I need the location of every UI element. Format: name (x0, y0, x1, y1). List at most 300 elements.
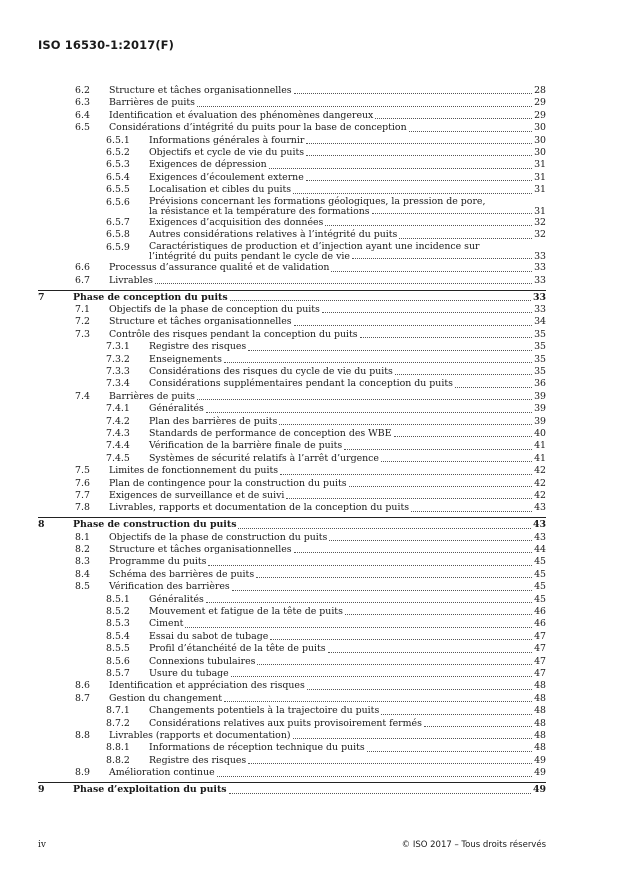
toc-entry-number: 6.7 (75, 274, 90, 286)
toc-entry-number: 8.5.1 (106, 593, 130, 605)
toc-leader-dots (306, 172, 532, 181)
toc-entry-text (109, 693, 546, 705)
toc-entry-number: 8.8.1 (106, 742, 130, 754)
toc-leader-dots (395, 366, 532, 375)
toc-entry-label: Livrables (rapports et documentation) (109, 729, 291, 741)
toc-entry-text (109, 490, 546, 502)
document-header-id: ISO 16530-1:2017(F) (38, 38, 174, 52)
toc-entry-page: 31 (534, 184, 546, 196)
toc-leader-dots (248, 341, 532, 350)
toc-entry-text (149, 341, 546, 353)
chapter-divider (38, 290, 546, 291)
toc-leader-dots (306, 135, 532, 144)
toc-entry-page: 33 (534, 262, 546, 274)
toc-entry-label: Phase de construction du puits (73, 519, 237, 531)
toc-entry-page: 29 (534, 109, 546, 121)
toc-leader-dots (185, 618, 532, 627)
toc-entry-number: 7.8 (75, 502, 90, 514)
toc-entry-number: 8.6 (75, 680, 90, 692)
toc-entry-number: 7.7 (75, 489, 90, 501)
toc-entry-page: 45 (534, 581, 546, 593)
toc-leader-dots (345, 606, 532, 615)
toc-entry-label: Processus d’assurance qualité et de validation (109, 262, 330, 274)
toc-entry-text (149, 656, 546, 668)
toc-entry[interactable] (38, 569, 546, 581)
toc-entry[interactable] (38, 147, 546, 159)
footer-copyright: © ISO 2017 – Tous droits réservés (401, 840, 546, 850)
toc-entry-page: 47 (534, 667, 546, 679)
toc-entry-page: 36 (534, 378, 546, 390)
toc-entry-text (149, 147, 546, 159)
toc-entry-label: Objectifs et cycle de vie du puits (149, 146, 305, 158)
toc-leader-dots (238, 519, 530, 528)
toc-entry-label: Systèmes de sécurité relatifs à l’arrêt d’urgence (149, 452, 379, 464)
toc-leader-dots (294, 316, 532, 325)
toc-entry-label: Livrables, rapports et documentation de la conception du puits (109, 502, 410, 514)
toc-entry[interactable] (38, 680, 546, 692)
toc-leader-dots (394, 428, 533, 437)
toc-entry-number: 7.2 (75, 316, 90, 328)
toc-leader-dots (360, 329, 532, 338)
toc-entry[interactable] (38, 755, 546, 767)
toc-entry-number: 8.7.1 (106, 705, 130, 717)
toc-entry-page: 48 (534, 717, 546, 729)
toc-entry[interactable] (38, 606, 546, 618)
toc-entry[interactable] (38, 556, 546, 568)
toc-entry[interactable] (38, 428, 546, 440)
toc-entry-number: 6.5 (75, 122, 90, 134)
toc-entry-label: Informations de réception technique du puits (149, 742, 365, 754)
toc-entry-page: 34 (534, 316, 546, 328)
toc-entry-label: l’intégrité du puits pendant le cycle de vie (149, 250, 350, 262)
toc-entry-text (109, 85, 546, 97)
toc-entry-page: 29 (534, 97, 546, 109)
toc-entry-text (149, 718, 546, 730)
toc-entry-label: Gestion du changement (109, 692, 223, 704)
toc-entry-page: 41 (534, 440, 546, 452)
toc-entry-number: 9 (38, 784, 45, 796)
toc-leader-dots (399, 229, 532, 238)
toc-entry[interactable] (38, 453, 546, 465)
toc-leader-dots (328, 643, 532, 652)
toc-entry[interactable] (38, 378, 546, 390)
toc-entry[interactable] (38, 403, 546, 415)
toc-entry-label: Localisation et cibles du puits (149, 184, 292, 196)
toc-entry[interactable] (38, 122, 546, 134)
toc-leader-dots (381, 705, 532, 714)
toc-entry-label: Plan des barrières de puits (149, 415, 278, 427)
toc-entry-label: Livrables (109, 274, 153, 286)
toc-entry-text (109, 502, 546, 514)
toc-entry-page: 47 (534, 630, 546, 642)
toc-entry-number: 8.5.2 (106, 606, 130, 618)
toc-entry[interactable] (38, 767, 546, 779)
toc-entry-text (109, 569, 546, 581)
toc-entry-number: 6.5.7 (106, 217, 130, 229)
toc-entry-number: 8.7 (75, 692, 90, 704)
toc-leader-dots (294, 85, 532, 94)
toc-leader-dots (231, 668, 532, 677)
toc-entry[interactable] (38, 110, 546, 122)
toc-entry-label: Objectifs de la phase de construction du puits (109, 531, 328, 543)
toc-leader-dots (294, 544, 532, 553)
toc-entry-text (149, 631, 546, 643)
toc-entry-number: 8.5.5 (106, 643, 130, 655)
toc-entry-label: Prévisions concernant les formations géologiques, la pression de pore, (149, 195, 486, 207)
toc-entry[interactable] (38, 97, 546, 109)
toc-entry-label: Profil d’étanchéité de la tête de puits (149, 643, 326, 655)
toc-entry-text (73, 292, 546, 304)
toc-entry-number: 8.5.4 (106, 630, 130, 642)
toc-entry-number: 8.1 (75, 531, 90, 543)
toc-entry[interactable] (38, 502, 546, 514)
toc-leader-dots (349, 478, 532, 487)
toc-entry-text (149, 453, 546, 465)
toc-entry-number: 6.5.6 (106, 196, 130, 208)
toc-entry-label: Identification et évaluation des phénomènes dangereux (109, 109, 374, 121)
toc-entry[interactable] (38, 197, 546, 218)
toc-leader-dots (293, 184, 532, 193)
toc-entry[interactable] (38, 416, 546, 428)
toc-entry-label: Connexions tubulaires (149, 655, 256, 667)
toc-entry-page: 43 (532, 519, 546, 531)
toc-entry-label: Essai du sabot de tubage (149, 630, 269, 642)
toc-entry-page: 33 (534, 250, 546, 262)
toc-entry-text (109, 556, 546, 568)
toc-entry-number: 7.4.3 (106, 427, 130, 439)
toc-entry-number: 6.6 (75, 262, 90, 274)
toc-entry-page: 33 (532, 291, 546, 303)
toc-entry-number: 8.2 (75, 544, 90, 556)
toc-entry-number: 8.5.3 (106, 618, 130, 630)
toc-entry[interactable] (38, 693, 546, 705)
toc-entry-page: 43 (534, 531, 546, 543)
toc-entry-label: Contrôle des risques pendant la conception du puits (109, 328, 358, 340)
toc-entry-number: 6.5.8 (106, 229, 130, 241)
toc-entry[interactable] (38, 631, 546, 643)
toc-entry-text (73, 519, 546, 531)
toc-entry-number: 7.3.4 (106, 378, 130, 390)
toc-entry-number: 8.5.6 (106, 655, 130, 667)
toc-entry-label: Considérations relatives aux puits provisoirement fermés (149, 717, 422, 729)
toc-entry-label: Considérations d’intégrité du puits pour la base de conception (109, 122, 407, 134)
toc-entry-page: 35 (534, 366, 546, 378)
toc-entry-label: Ciment (149, 618, 184, 630)
toc-entry[interactable] (38, 618, 546, 630)
toc-entry-label: Considérations des risques du cycle de vie du puits (149, 366, 393, 378)
toc-entry-page: 42 (534, 489, 546, 501)
toc-entry[interactable] (38, 366, 546, 378)
toc-entry-label: Caractéristiques de production et d’injection ayant une incidence sur (149, 240, 480, 252)
toc-entry-label: Amélioration continue (109, 767, 215, 779)
toc-entry-number: 7.3.1 (106, 341, 130, 353)
toc-entry-page: 48 (534, 680, 546, 692)
toc-entry-page: 30 (534, 134, 546, 146)
toc-leader-dots (307, 680, 532, 689)
toc-entry-number: 7.4.4 (106, 440, 130, 452)
toc-leader-dots (409, 122, 532, 131)
toc-entry-page: 49 (534, 767, 546, 779)
toc-entry-label: Objectifs de la phase de conception du puits (109, 304, 320, 316)
toc-entry-number: 6.3 (75, 97, 90, 109)
toc-entry-text (109, 767, 546, 779)
toc-entry-text (149, 217, 546, 229)
toc-leader-dots (206, 594, 532, 603)
toc-entry-text (109, 275, 546, 287)
toc-entry-text (109, 465, 546, 477)
toc-leader-dots (155, 275, 532, 284)
toc-entry-text (149, 668, 546, 680)
toc-entry[interactable] (38, 316, 546, 328)
toc-entry-label: Mouvement et fatigue de la tête de puits (149, 606, 343, 618)
toc-leader-dots (329, 532, 532, 541)
toc-entry[interactable] (38, 718, 546, 730)
toc-entry[interactable] (38, 262, 546, 274)
toc-leader-dots (224, 354, 532, 363)
toc-leader-dots (257, 656, 532, 665)
toc-entry-page: 48 (534, 705, 546, 717)
toc-entry-text (149, 159, 546, 171)
footer-page-number: iv (38, 840, 46, 850)
toc-leader-dots (381, 453, 532, 462)
toc-leader-dots (455, 378, 532, 387)
toc-leader-dots (344, 440, 532, 449)
toc-entry-number: 8.7.2 (106, 717, 130, 729)
toc-entry-text (149, 354, 546, 366)
toc-entry-text (149, 440, 546, 452)
toc-entry[interactable] (38, 440, 546, 452)
toc-chapter-entry[interactable] (38, 292, 546, 304)
toc-entry-page: 39 (534, 415, 546, 427)
toc-entry-text (149, 403, 546, 415)
toc-entry[interactable] (38, 329, 546, 341)
toc-entry[interactable] (38, 544, 546, 556)
toc-entry-page: 44 (534, 544, 546, 556)
toc-entry[interactable] (38, 391, 546, 403)
toc-entry-page: 42 (534, 477, 546, 489)
toc-entry[interactable] (38, 532, 546, 544)
toc-leader-dots (352, 252, 532, 259)
toc-entry[interactable] (38, 159, 546, 171)
toc-entry-text (149, 755, 546, 767)
toc-entry-text (109, 304, 546, 316)
toc-leader-dots (293, 730, 533, 739)
toc-entry[interactable] (38, 172, 546, 184)
toc-entry-number: 8.8.2 (106, 754, 130, 766)
toc-leader-dots (230, 292, 531, 301)
toc-entry-number: 8.5.7 (106, 667, 130, 679)
toc-entry[interactable] (38, 594, 546, 606)
toc-entry-text (149, 197, 546, 217)
toc-leader-dots (217, 767, 532, 776)
toc-entry-page: 31 (534, 159, 546, 171)
toc-entry-number: 8.9 (75, 767, 90, 779)
toc-leader-dots (197, 391, 532, 400)
toc-entry-page: 31 (534, 205, 546, 217)
toc-entry-page: 35 (534, 353, 546, 365)
toc-entry[interactable] (38, 465, 546, 477)
toc-entry[interactable] (38, 242, 546, 263)
toc-entry-page: 48 (534, 692, 546, 704)
toc-entry-label: Programme du puits (109, 556, 207, 568)
toc-entry-label: Phase de conception du puits (73, 291, 228, 303)
toc-entry-page: 35 (534, 341, 546, 353)
toc-entry-text (149, 242, 546, 262)
toc-entry-label: Vérification des barrières (109, 581, 230, 593)
toc-leader-dots (279, 416, 532, 425)
toc-chapter-entry[interactable] (38, 519, 546, 531)
toc-leader-dots (270, 631, 532, 640)
toc-entry-label: Vérification de la barrière finale de puits (149, 440, 343, 452)
toc-entry[interactable] (38, 490, 546, 502)
toc-entry-text (149, 366, 546, 378)
toc-entry[interactable] (38, 742, 546, 754)
toc-entry-number: 6.5.1 (106, 134, 130, 146)
toc-entry[interactable] (38, 341, 546, 353)
toc-leader-dots (224, 693, 532, 702)
toc-entry-page: 41 (534, 452, 546, 464)
toc-entry-number: 7.4.1 (106, 403, 130, 415)
toc-entry[interactable] (38, 730, 546, 742)
toc-entry-page: 48 (534, 742, 546, 754)
toc-entry-text (109, 329, 546, 341)
toc-entry-text (149, 172, 546, 184)
toc-entry-page: 33 (534, 274, 546, 286)
toc-entry[interactable] (38, 275, 546, 287)
toc-leader-dots (424, 718, 532, 727)
toc-entry-page: 45 (534, 593, 546, 605)
chapter-divider (38, 517, 546, 518)
toc-entry-text (109, 478, 546, 490)
toc-entry-page: 28 (534, 85, 546, 96)
toc-entry-label: Phase d’exploitation du puits (73, 784, 227, 796)
toc-entry-number: 7.1 (75, 304, 90, 316)
toc-entry-text (73, 784, 546, 796)
toc-entry-label: Schéma des barrières de puits (109, 568, 255, 580)
toc-entry-label: Plan de contingence pour la construction du puits (109, 477, 347, 489)
toc-entry-text (149, 428, 546, 440)
toc-entry-number: 7.4.2 (106, 415, 130, 427)
toc-entry-label: Structure et tâches organisationnelles (109, 85, 292, 96)
toc-entry-page: 47 (534, 643, 546, 655)
toc-entry[interactable] (38, 643, 546, 655)
toc-entry-label: Identification et appréciation des risques (109, 680, 305, 692)
toc-entry-text (109, 316, 546, 328)
toc-leader-dots (367, 742, 532, 751)
toc-entry[interactable] (38, 668, 546, 680)
toc-leader-dots (280, 465, 532, 474)
toc-entry-number: 7.4 (75, 390, 90, 402)
toc-entry-number: 6.5.2 (106, 146, 130, 158)
toc-leader-dots (411, 502, 532, 511)
toc-entry-page: 32 (534, 229, 546, 241)
toc-entry-number: 7.3 (75, 328, 90, 340)
table-of-contents (38, 85, 546, 796)
toc-entry-label: Autres considérations relatives à l’intégrité du puits (149, 229, 398, 241)
toc-entry-label: Changements potentiels à la trajectoire du puits (149, 705, 380, 717)
toc-entry-page: 43 (534, 502, 546, 514)
toc-entry-label: Registre des risques (149, 341, 247, 353)
toc-entry-number: 6.4 (75, 109, 90, 121)
toc-entry-page: 39 (534, 390, 546, 402)
toc-entry-label: Informations générales à fournir (149, 134, 305, 146)
toc-entry-page: 40 (534, 427, 546, 439)
toc-entry-text (149, 606, 546, 618)
toc-entry-page: 39 (534, 403, 546, 415)
toc-leader-dots (375, 110, 532, 119)
toc-leader-dots (286, 490, 532, 499)
toc-leader-dots (197, 97, 532, 106)
toc-entry-label: la résistance et la température des formations (149, 205, 370, 217)
toc-entry-page: 35 (534, 328, 546, 340)
toc-entry[interactable] (38, 478, 546, 490)
toc-entry-label: Exigences de dépression (149, 159, 267, 171)
toc-entry-number: 6.5.4 (106, 171, 130, 183)
toc-entry-number: 6.2 (75, 85, 90, 96)
toc-entry-number: 8.4 (75, 568, 90, 580)
toc-entry-number: 7 (38, 291, 45, 303)
toc-leader-dots (372, 207, 532, 214)
toc-leader-dots (331, 262, 532, 271)
toc-leader-dots (322, 304, 532, 313)
toc-entry-number: 7.3.2 (106, 353, 130, 365)
toc-entry-text (109, 97, 546, 109)
toc-entry-page: 45 (534, 568, 546, 580)
toc-entry-label: Barrières de puits (109, 97, 195, 109)
toc-entry-text (109, 532, 546, 544)
toc-entry-text (149, 135, 546, 147)
toc-entry-page: 30 (534, 122, 546, 134)
toc-entry-page: 46 (534, 618, 546, 630)
toc-entry[interactable] (38, 217, 546, 229)
toc-leader-dots (232, 581, 532, 590)
toc-leader-dots (248, 755, 532, 764)
toc-entry-text (109, 122, 546, 134)
toc-entry-text (149, 594, 546, 606)
toc-entry[interactable] (38, 354, 546, 366)
toc-entry-page: 49 (534, 754, 546, 766)
toc-entry-page: 31 (534, 171, 546, 183)
toc-entry-number: 6.5.5 (106, 184, 130, 196)
toc-entry[interactable] (38, 581, 546, 593)
toc-chapter-entry[interactable] (38, 784, 546, 796)
toc-leader-dots (306, 147, 532, 156)
toc-entry[interactable] (38, 304, 546, 316)
toc-entry-number: 7.4.5 (106, 452, 130, 464)
toc-entry-number: 8.5 (75, 581, 90, 593)
toc-entry-text (109, 680, 546, 692)
toc-entry-text (149, 742, 546, 754)
toc-entry-number: 8.8 (75, 729, 90, 741)
toc-entry-page: 47 (534, 655, 546, 667)
toc-leader-dots (206, 403, 532, 412)
toc-entry-text (109, 110, 546, 122)
toc-entry-text (109, 730, 546, 742)
toc-entry-text (109, 262, 546, 274)
toc-entry[interactable] (38, 656, 546, 668)
toc-leader-dots (229, 784, 531, 793)
toc-entry-number: 8 (38, 519, 45, 531)
toc-entry[interactable] (38, 85, 546, 97)
toc-entry-text (149, 705, 546, 717)
toc-entry-text (109, 544, 546, 556)
toc-entry-page: 46 (534, 606, 546, 618)
toc-entry-page: 33 (534, 304, 546, 316)
toc-entry-text (149, 378, 546, 390)
toc-entry-page: 45 (534, 556, 546, 568)
toc-entry[interactable] (38, 705, 546, 717)
toc-entry[interactable] (38, 135, 546, 147)
